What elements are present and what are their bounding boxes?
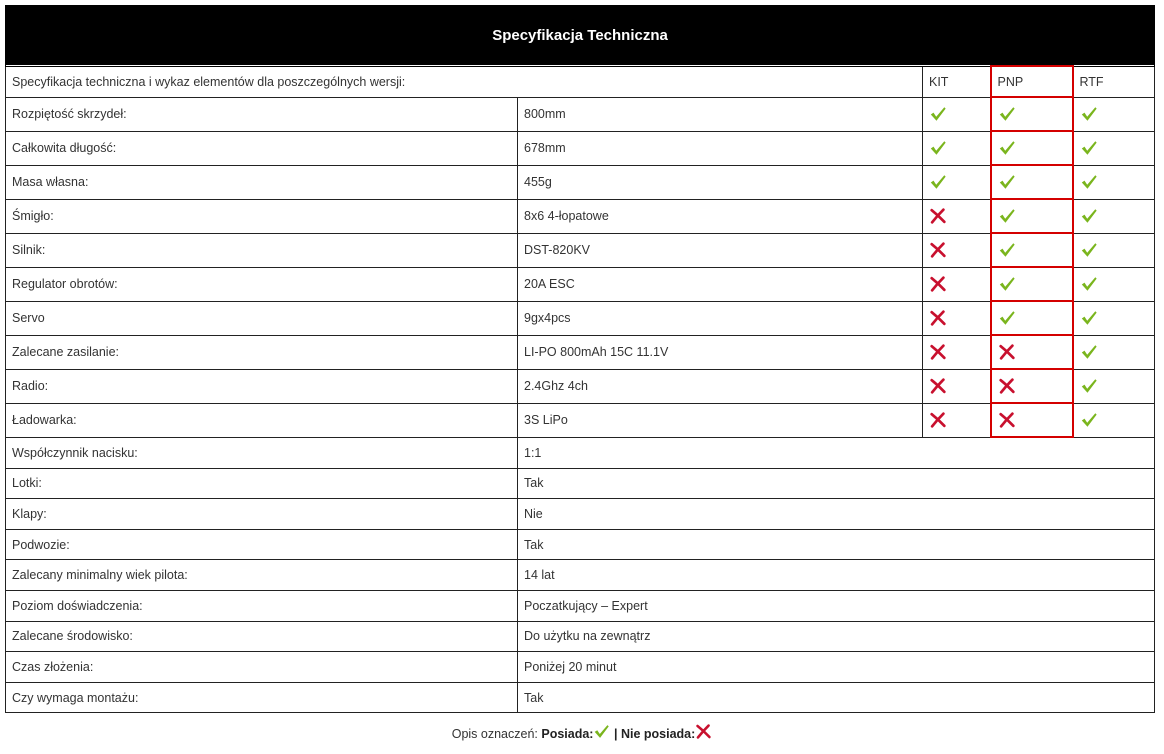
table-row xyxy=(6,590,1155,621)
rtf-check-icon xyxy=(1073,131,1155,165)
pnp-check-icon xyxy=(991,233,1073,267)
row-value: 800mm xyxy=(518,97,923,131)
row-label: Lotki: xyxy=(6,468,518,499)
table-title: Specyfikacja Techniczna xyxy=(6,6,1155,67)
table-row xyxy=(6,529,1155,560)
rtf-check-icon xyxy=(1073,369,1155,403)
table-row xyxy=(6,131,1155,165)
row-label: Ładowarka: xyxy=(6,403,518,437)
rtf-check-icon xyxy=(1073,403,1155,437)
row-label: Śmigło: xyxy=(6,199,518,233)
row-value: LI-PO 800mAh 15C 11.1V xyxy=(518,335,923,369)
pnp-check-icon xyxy=(991,267,1073,301)
col-header-pnp: PNP xyxy=(991,66,1073,97)
pnp-cross-icon xyxy=(991,369,1073,403)
row-value: Poniżej 20 minut xyxy=(518,652,1155,683)
row-value: Tak xyxy=(518,682,1155,713)
row-value: Tak xyxy=(518,468,1155,499)
legend-separator: | xyxy=(613,727,618,741)
row-label: Klapy: xyxy=(6,499,518,530)
pnp-check-icon xyxy=(991,301,1073,335)
pnp-check-icon xyxy=(991,131,1073,165)
row-value: 9gx4pcs xyxy=(518,301,923,335)
table-row xyxy=(6,652,1155,683)
row-label: Zalecany minimalny wiek pilota: xyxy=(6,560,518,591)
row-label: Masa własna: xyxy=(6,165,518,199)
row-value: 2.4Ghz 4ch xyxy=(518,369,923,403)
table-row xyxy=(6,560,1155,591)
table-row xyxy=(6,301,1155,335)
legend-has-label: Posiada: xyxy=(541,727,594,741)
rtf-check-icon xyxy=(1073,301,1155,335)
table-row xyxy=(6,165,1155,199)
row-label: Radio: xyxy=(6,369,518,403)
rtf-check-icon xyxy=(1073,267,1155,301)
table-row xyxy=(6,499,1155,530)
row-label: Czy wymaga montażu: xyxy=(6,682,518,713)
rtf-check-icon xyxy=(1073,97,1155,131)
col-header-rtf: RTF xyxy=(1073,66,1155,97)
row-label: Podwozie: xyxy=(6,529,518,560)
rtf-check-icon xyxy=(1073,165,1155,199)
table-row xyxy=(6,403,1155,437)
row-value: Poczatkujący – Expert xyxy=(518,590,1155,621)
row-label: Zalecane zasilanie: xyxy=(6,335,518,369)
row-label: Poziom doświadczenia: xyxy=(6,590,518,621)
kit-check-icon xyxy=(923,165,991,199)
row-label: Rozpiętość skrzydeł: xyxy=(6,97,518,131)
row-label: Całkowita długość: xyxy=(6,131,518,165)
table-row xyxy=(6,682,1155,713)
rtf-check-icon xyxy=(1073,335,1155,369)
kit-cross-icon xyxy=(923,335,991,369)
row-value: 3S LiPo xyxy=(518,403,923,437)
table-row xyxy=(6,335,1155,369)
legend-prefix: Opis oznaczeń: xyxy=(451,727,538,741)
kit-check-icon xyxy=(923,131,991,165)
row-value: DST-820KV xyxy=(518,233,923,267)
row-value: 678mm xyxy=(518,131,923,165)
kit-cross-icon xyxy=(923,369,991,403)
cross-icon xyxy=(695,727,712,741)
kit-cross-icon xyxy=(923,403,991,437)
table-row xyxy=(6,233,1155,267)
rtf-check-icon xyxy=(1073,233,1155,267)
col-header-kit: KIT xyxy=(923,66,991,97)
row-value: 14 lat xyxy=(518,560,1155,591)
pnp-check-icon xyxy=(991,165,1073,199)
legend xyxy=(0,723,1164,741)
kit-cross-icon xyxy=(923,301,991,335)
row-label: Silnik: xyxy=(6,233,518,267)
kit-cross-icon xyxy=(923,199,991,233)
table-header-row xyxy=(6,66,1155,97)
row-value: 455g xyxy=(518,165,923,199)
pnp-cross-icon xyxy=(991,335,1073,369)
kit-cross-icon xyxy=(923,267,991,301)
legend-not-label: Nie posiada: xyxy=(620,727,696,741)
row-value: Tak xyxy=(518,529,1155,560)
rtf-check-icon xyxy=(1073,199,1155,233)
kit-cross-icon xyxy=(923,233,991,267)
pnp-cross-icon xyxy=(991,403,1073,437)
row-label: Servo xyxy=(6,301,518,335)
row-label: Regulator obrotów: xyxy=(6,267,518,301)
row-label: Współczynnik nacisku: xyxy=(6,437,518,468)
check-icon xyxy=(593,727,610,741)
row-value: 8x6 4-łopatowe xyxy=(518,199,923,233)
row-label: Czas złożenia: xyxy=(6,652,518,683)
table-row xyxy=(6,437,1155,468)
row-label: Zalecane środowisko: xyxy=(6,621,518,652)
row-value: 1:1 xyxy=(518,437,1155,468)
pnp-check-icon xyxy=(991,97,1073,131)
table-row xyxy=(6,199,1155,233)
pnp-check-icon xyxy=(991,199,1073,233)
table-row xyxy=(6,468,1155,499)
kit-check-icon xyxy=(923,97,991,131)
table-row xyxy=(6,267,1155,301)
table-row xyxy=(6,97,1155,131)
row-value: Nie xyxy=(518,499,1155,530)
spec-table xyxy=(5,5,1155,713)
row-value: Do użytku na zewnątrz xyxy=(518,621,1155,652)
table-row xyxy=(6,369,1155,403)
table-row xyxy=(6,621,1155,652)
row-value: 20A ESC xyxy=(518,267,923,301)
intro-text: Specyfikacja techniczna i wykaz elementów dla poszczególnych wersji: xyxy=(6,66,923,97)
